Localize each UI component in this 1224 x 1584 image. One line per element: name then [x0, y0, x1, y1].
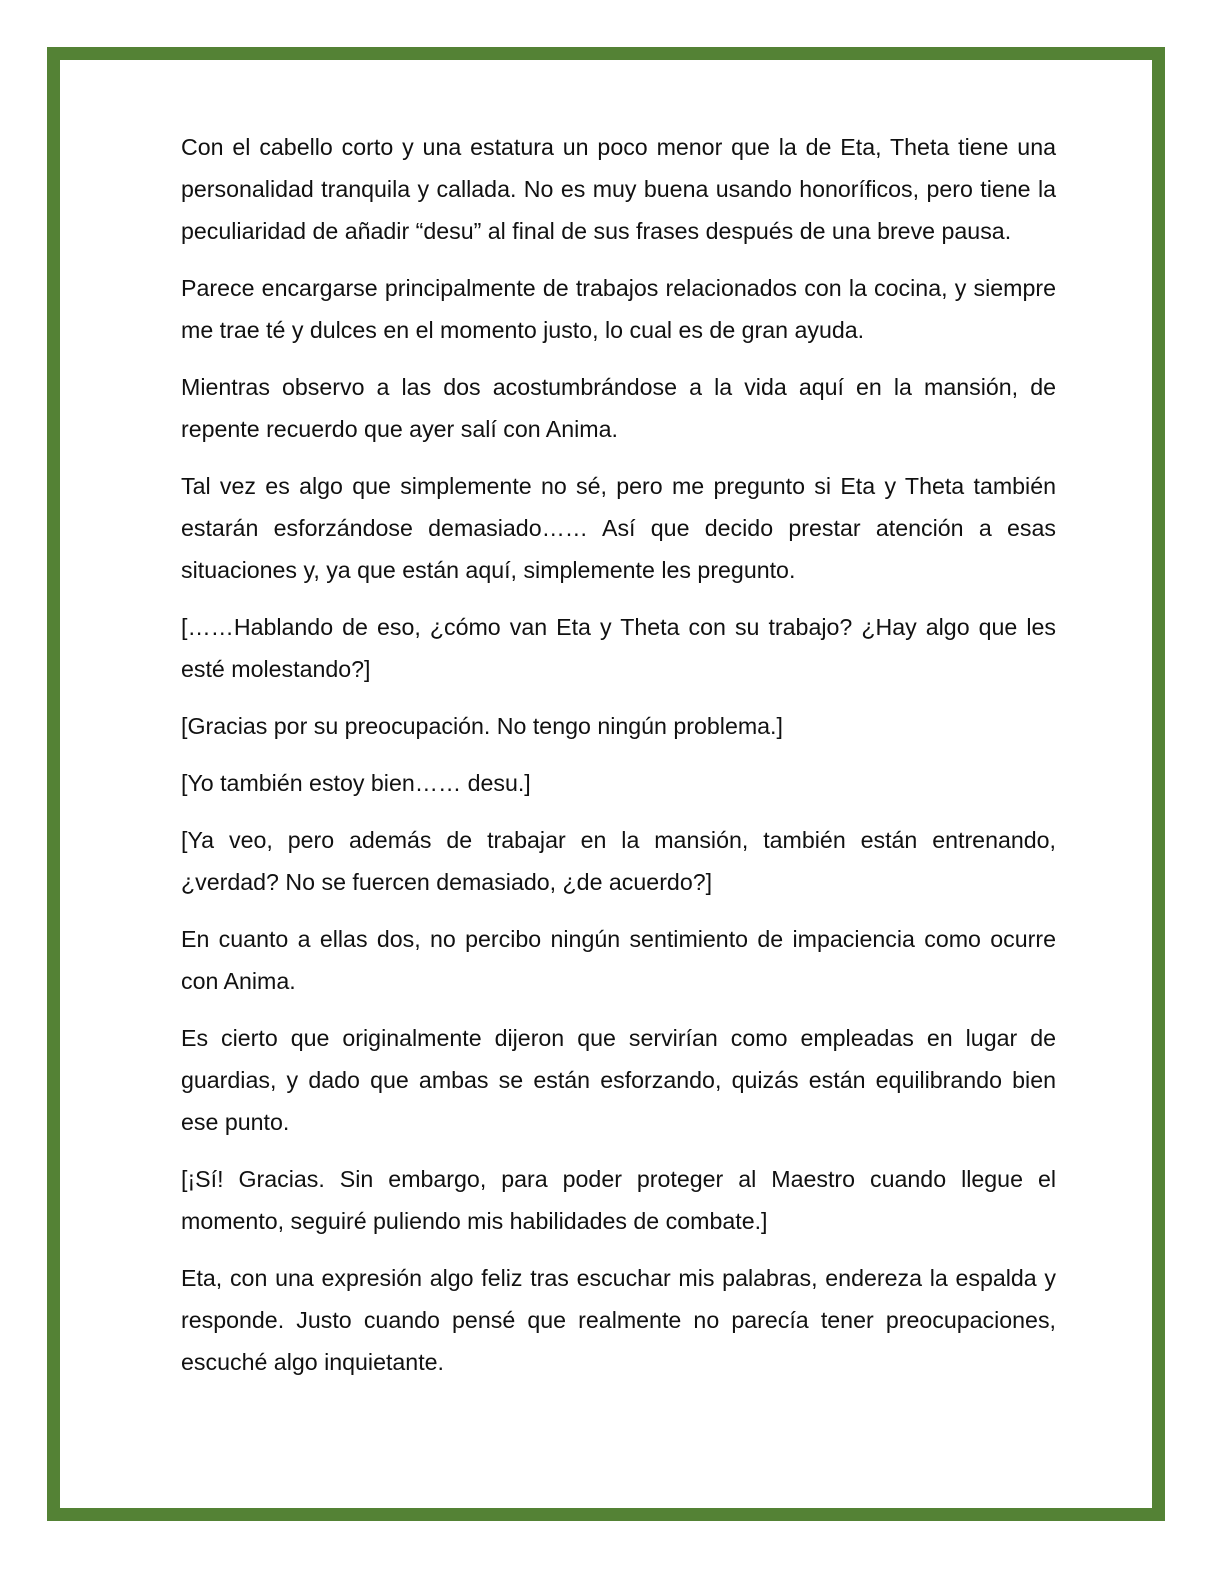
paragraph: Mientras observo a las dos acostumbrándose a la vida aquí en la mansión, de repente recuerdo que ayer salí con Anima.	[181, 374, 1056, 442]
dialogue-line: [Ya veo, pero además de trabajar en la mansión, también están entrenando, ¿verdad? No se fuercen demasiado, ¿de acuerdo?]	[181, 827, 1056, 895]
paragraph: Es cierto que originalmente dijeron que servirían como empleadas en lugar de guardias, y dado que ambas se están esforzando, quizás están equilibrando bien ese punto.	[181, 1025, 1056, 1135]
paragraph: Tal vez es algo que simplemente no sé, pero me pregunto si Eta y Theta también estarán esforzándose demasiado…… Así que decido prestar atención a esas situaciones y, ya que están aquí, simplemente les pregunto.	[181, 473, 1056, 583]
dialogue-line: [……Hablando de eso, ¿cómo van Eta y Theta con su trabajo? ¿Hay algo que les esté molestando?]	[181, 614, 1056, 682]
paragraph: Con el cabello corto y una estatura un poco menor que la de Eta, Theta tiene una personalidad tranquila y callada. No es muy buena usando honoríficos, pero tiene la peculiaridad de añadir “desu” al final de sus frases después de una breve pausa.	[181, 134, 1056, 244]
page-border-frame	[47, 47, 1165, 1521]
dialogue-line: [¡Sí! Gracias. Sin embargo, para poder proteger al Maestro cuando llegue el momento, seguiré puliendo mis habilidades de combate.]	[181, 1166, 1056, 1234]
paragraph: Eta, con una expresión algo feliz tras escuchar mis palabras, endereza la espalda y responde. Justo cuando pensé que realmente no parecía tener preocupaciones, escuché algo inquietante.	[181, 1265, 1056, 1375]
paragraph: En cuanto a ellas dos, no percibo ningún sentimiento de impaciencia como ocurre con Anima.	[181, 926, 1056, 994]
paragraph: Parece encargarse principalmente de trabajos relacionados con la cocina, y siempre me trae té y dulces en el momento justo, lo cual es de gran ayuda.	[181, 275, 1056, 343]
dialogue-line: [Yo también estoy bien…… desu.]	[181, 770, 531, 796]
dialogue-line: [Gracias por su preocupación. No tengo ningún problema.]	[181, 713, 783, 739]
body-text	[181, 126, 1056, 1398]
